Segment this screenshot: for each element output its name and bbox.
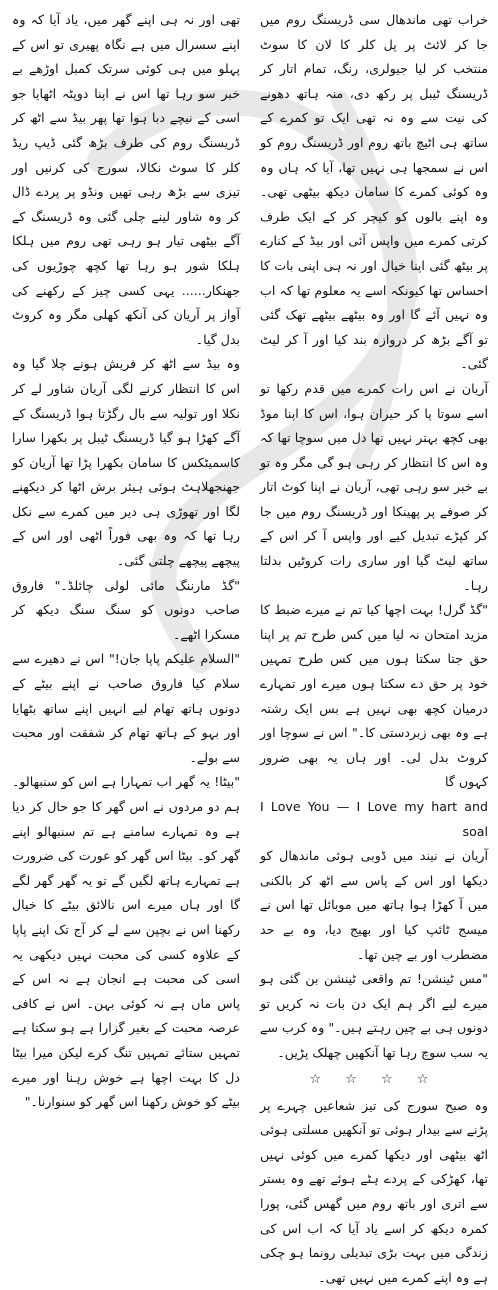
paragraph: خراب تھی ماندھال سی ڈریسنگ روم میں جا کر لائٹ پر پل کلر کا لان کا سوٹ منتخب کر لیا جیولری، رنگ، تمام اتار کر ڈریسنگ ٹیبل پر رکھ دی، منہ ہاتھ دھونے کی نیت سے وہ نہ تھی ایک تو کمرے کے ساتھ ہی اٹیچ باتھ روم اور ڈریسنگ روم کو اس نے سمجھا ہی نہیں تھا، آیا کہ ہاں وہ وہ کوئی کمرے کا سامان دیکھ بیٹھی تھی۔ وہ اپنے بالوں کو کیچر کر کے ایک طرف کرتی کمرے میں واپس آئی اور بیڈ کے کنارے پر بیٹھ گئی اپنا خیال اور نہ ہی اپنی بات کا احساس تھا کیونکہ اسے یہ معلوم تھا کہ اب وہ نہیں آئے گا اور وہ بیٹھے بیٹھے تھک گئی تو آگے بڑھ کر دروازہ بند کیا اور آ کر لیٹ گئی۔	[260, 12, 488, 372]
paragraph: "گڈ گرل! بہت اچھا کیا تم نے میرے ضبط کا مزید امتحان نہ لیا میں کس طرح تم پر اپنا حق جتا سکتا ہوں میں کس طرح تمہیں خود پر حق دے سکتا ہوں میرے اور تمہارے درمیان کچھ بھی نہیں ہے بس ایک رشتہ ہے وہ بھی زبردستی کا۔" اس نے سوچا اور کروٹ بدل لی۔ اور ہاں یہ بھی ضرور کہوں گا	[260, 602, 488, 790]
right-text-column	[260, 8, 488, 1285]
paragraph: تھی اور نہ ہی اپنے گھر میں، یاد آیا کہ وہ اپنے سسرال میں ہے نگاہ پھیری تو اس کے پہلو میں ہی کوئی سرتک کمبل اوڑھے بے خبر سو رہا تھا اس نے اپنا دوپٹہ اٹھایا جو اسی کے نیچے دبا ہوا تھا پھر بیڈ سے اٹھ کر ڈریسنگ روم کی طرف بڑھ گئی ڈیپ ریڈ کلر کا سوٹ نکالا، سورج کی کرنیں اور تیزی سے بڑھ رہی تھیں ونڈو پر پردے ڈال کر وہ شاور لینے چلی گئی وہ ڈریسنگ کے آگے بیٹھی تیار ہو رہی تھی روم میں ہلکا ہلکا شور ہو رہا تھا کچھ چوڑیوں کی جھنکار...... یہی کسی چیز کے رکھنے کی آواز پر آریان کی آنکھ کھلی مگر وہ کروٹ بدل گیا۔	[12, 12, 240, 347]
paragraph: "مس ٹینشن! تم واقعی ٹینشن بن گئی ہو میرے لیے اگر ہم ایک دن بات نہ کریں تو دونوں ہی بے چین رہتے ہیں۔" وہ کرب سے یہ سب سوچ رہا تھا آنکھیں چھلک پڑیں۔	[260, 971, 488, 1060]
paragraph: آریان نے نیند میں ڈوبی ہوئی ماندھال کو دیکھا اور اس کے پاس سے اٹھ کر بالکنی میں آ کھڑا ہوا ہاتھ میں موبائل تھا اس نے میسج ٹائپ کیا اور بھیج دیا، وہ بے حد مضطرب اور بے چین تھا۔	[260, 848, 488, 962]
dialog-paragraph: "گڈ مارننگ مائی لولی چائلڈ۔" فاروق صاحب دونوں کو سنگ سنگ دیکھ کر مسکرا اٹھے۔	[12, 577, 240, 642]
section-divider-stars: ☆ ☆ ☆ ☆	[309, 1071, 439, 1087]
paragraph: وہ صبح سورج کی تیز شعاعیں چہرے پر پڑنے سے بیدار ہوئی تو آنکھیں مسلتی ہوئی اٹھ بیٹھی اور دیکھا کمرے میں کوئی نہیں تھا، کھڑکی کے پردے ہٹے ہوئے تھے وہ بستر سے اتری اور باتھ روم میں گھس گئی، پورا کمرہ دیکھ کر اسے یاد آیا کہ اب اس کی زندگی میں بہت بڑی تبدیلی رونما ہو چکی ہے وہ اپنے کمرے میں نہیں تھی۔	[260, 1097, 488, 1285]
english-line: I Love You — I Love my hart and soal	[260, 799, 488, 839]
english-phrase-2: I Love my hart and soal	[356, 799, 488, 839]
dialog-paragraph: "السلام علیکم پاپا جان!" اس نے دھیرے سے سلام کیا فاروق صاحب نے اپنے بیٹے کے دونوں ہاتھ تھام لیے انہیں اپنے ساتھ بٹھایا اور بہو کے ہاتھ تھام کر شفقت اور محبت سے بولے۔	[12, 651, 240, 765]
dialog-paragraph: "بیٹا! یہ گھر اب تمہارا ہے اس کو سنبھالو۔ ہم دو مردوں نے اس گھر کا جو حال کر دیا ہے وہ تمہارے سامنے ہے تم سنبھالو اپنے گھر کو۔ بیٹا اس گھر کو عورت کی ضرورت ہے تمہارے ہاتھ لگیں گے تو یہ گھر گھر لگے گا اور ہاں میرے اس نالائق بیٹے کا خیال رکھنا اس نے بچپن سے لے کر آج تک اپنے پاپا کے علاوہ کسی کی محبت نہیں دیکھی یہ اسی کی محبت ہے انجان ہے نہ اس کے پاس ماں ہے نہ کوئی بہن۔ اس نے کافی عرصہ محبت کے بغیر گزارا ہے ہو سکتا ہے تمہیں ستائے تمہیں تنگ کرے لیکن میرا بیٹا دل کا بہت اچھا ہے خوش رہنا اور میرے بیٹے کو خوش رکھنا اس گھر کو سنوارنا۔"	[12, 774, 240, 1110]
english-phrase-1: I Love You	[260, 799, 330, 814]
paragraph: وہ بیڈ سے اٹھ کر فریش ہونے چلا گیا وہ اس کا انتظار کرنے لگی آریان شاور لے کر نکلا اور تولیہ سے بال رگڑتا ہوا ڈریسنگ کے آگے کھڑا ہو گیا ڈریسنگ ٹیبل پر بکھرا سارا کاسمیٹکس کا سامان بکھرا پڑا تھا آریان کو جھنجھلاہٹ ہوئی ہیئر برش اٹھا کر دیکھنے لگا اور تھوڑی ہی دیر میں کمرے سے نکل رہا تھا کہ وہ بھی فوراً اٹھی اور اس کے پیچھے پیچھے چلتی گئی۔	[12, 356, 240, 569]
left-text-column	[12, 8, 240, 1110]
paragraph: آریان نے اس رات کمرے میں قدم رکھا تو اسے سوتا پا کر حیران ہوا، اس کا اپنا موڈ بھی کچھ بہتر نہیں تھا دل میں سوچا تھا کہ وہ اس کا انتظار کر رہی ہو گی مگر وہ تو بے خبر سو رہی تھی، آریان نے اپنا کوٹ اتار کر صوفے پر پھینکا اور ڈریسنگ روم میں جا کر کپڑے تبدیل کیے اور واپس آ کر اس کے ساتھ لیٹ گیا اور ساری رات کروٹیں بدلتا رہا۔	[260, 380, 488, 593]
